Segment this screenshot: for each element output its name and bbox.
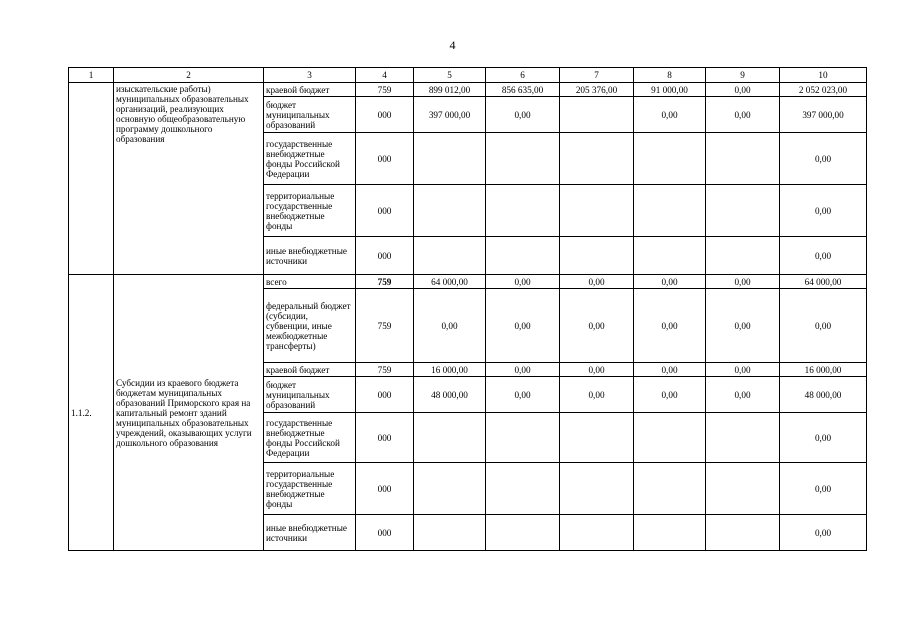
- value-cell: [560, 463, 634, 515]
- code-cell: 000: [356, 413, 414, 463]
- header-cell: 8: [634, 68, 706, 83]
- total-cell: 64 000,00: [780, 275, 867, 289]
- header-cell: 9: [706, 68, 780, 83]
- total-cell: 48 000,00: [780, 377, 867, 413]
- row-number-cell: 1.1.2.: [69, 275, 114, 551]
- value-cell: [706, 413, 780, 463]
- value-cell: [706, 463, 780, 515]
- row-number-cell: [69, 83, 114, 275]
- value-cell: 0,00: [486, 275, 560, 289]
- header-cell: 7: [560, 68, 634, 83]
- total-cell: 0,00: [780, 237, 867, 275]
- value-cell: [486, 185, 560, 237]
- code-cell: 759: [356, 363, 414, 377]
- value-cell: [706, 185, 780, 237]
- value-cell: [486, 133, 560, 185]
- value-cell: [560, 515, 634, 551]
- value-cell: [634, 185, 706, 237]
- header-row: [69, 68, 867, 83]
- funding-source: государственные внебюджетные фонды Российской Федерации: [264, 413, 356, 463]
- total-cell: 397 000,00: [780, 97, 867, 133]
- value-cell: 91 000,00: [634, 83, 706, 97]
- value-cell: [634, 413, 706, 463]
- value-cell: [414, 413, 486, 463]
- total-cell: 0,00: [780, 413, 867, 463]
- value-cell: [560, 185, 634, 237]
- value-cell: 48 000,00: [414, 377, 486, 413]
- code-cell: 000: [356, 515, 414, 551]
- value-cell: [414, 237, 486, 275]
- value-cell: 899 012,00: [414, 83, 486, 97]
- measure-description: Субсидии из краевого бюджета бюджетам муниципальных образований Приморского края на капитальный ремонт зданий муниципальных образовательных учреждений, оказывающих услуги дошкольного образования: [114, 275, 264, 551]
- funding-source: государственные внебюджетные фонды Российской Федерации: [264, 133, 356, 185]
- funding-source: краевой бюджет: [264, 363, 356, 377]
- value-cell: [486, 237, 560, 275]
- value-cell: [634, 237, 706, 275]
- header-cell: 1: [69, 68, 114, 83]
- value-cell: 0,00: [706, 97, 780, 133]
- value-cell: [486, 463, 560, 515]
- funding-source: бюджет муниципальных образований: [264, 97, 356, 133]
- value-cell: 0,00: [560, 275, 634, 289]
- value-cell: [486, 413, 560, 463]
- value-cell: 0,00: [634, 289, 706, 363]
- value-cell: 64 000,00: [414, 275, 486, 289]
- code-cell: 000: [356, 133, 414, 185]
- code-cell: 759: [356, 83, 414, 97]
- value-cell: [560, 133, 634, 185]
- funding-source: иные внебюджетные источники: [264, 515, 356, 551]
- value-cell: 0,00: [706, 275, 780, 289]
- value-cell: 0,00: [634, 97, 706, 133]
- code-cell: 000: [356, 97, 414, 133]
- value-cell: 856 635,00: [486, 83, 560, 97]
- funding-source: территориальные государственные внебюджетные фонды: [264, 463, 356, 515]
- header-cell: 10: [780, 68, 867, 83]
- funding-source: бюджет муниципальных образований: [264, 377, 356, 413]
- value-cell: [634, 463, 706, 515]
- code-cell: 000: [356, 377, 414, 413]
- code-cell: 000: [356, 463, 414, 515]
- value-cell: 0,00: [486, 97, 560, 133]
- value-cell: [414, 133, 486, 185]
- value-cell: [634, 515, 706, 551]
- funding-source: всего: [264, 275, 356, 289]
- code-cell: 000: [356, 237, 414, 275]
- funding-source: федеральный бюджет (субсидии, субвенции, иные межбюджетные трансферты): [264, 289, 356, 363]
- header-cell: 6: [486, 68, 560, 83]
- table-row: [69, 275, 867, 289]
- value-cell: 0,00: [414, 289, 486, 363]
- value-cell: 0,00: [634, 363, 706, 377]
- value-cell: [414, 185, 486, 237]
- code-cell: 000: [356, 185, 414, 237]
- value-cell: 0,00: [706, 363, 780, 377]
- value-cell: 0,00: [560, 363, 634, 377]
- value-cell: [706, 133, 780, 185]
- total-cell: 0,00: [780, 133, 867, 185]
- header-cell: 2: [114, 68, 264, 83]
- funding-source: иные внебюджетные источники: [264, 237, 356, 275]
- total-cell: 2 052 023,00: [780, 83, 867, 97]
- value-cell: 397 000,00: [414, 97, 486, 133]
- value-cell: [706, 237, 780, 275]
- value-cell: 0,00: [560, 289, 634, 363]
- value-cell: 0,00: [560, 377, 634, 413]
- value-cell: [560, 413, 634, 463]
- total-cell: 0,00: [780, 515, 867, 551]
- value-cell: [634, 133, 706, 185]
- header-cell: 3: [264, 68, 356, 83]
- total-cell: 0,00: [780, 289, 867, 363]
- code-cell: 759: [356, 289, 414, 363]
- measure-description: изыскательские работы) муниципальных образовательных организаций, реализующих основную общеобразовательную программу дошкольного образования: [114, 83, 264, 275]
- header-cell: 4: [356, 68, 414, 83]
- value-cell: [706, 515, 780, 551]
- value-cell: [414, 463, 486, 515]
- funding-source: территориальные государственные внебюджетные фонды: [264, 185, 356, 237]
- total-cell: 16 000,00: [780, 363, 867, 377]
- value-cell: [560, 97, 634, 133]
- value-cell: [414, 515, 486, 551]
- value-cell: [486, 515, 560, 551]
- table-row: [69, 83, 867, 97]
- funding-source: краевой бюджет: [264, 83, 356, 97]
- header-cell: 5: [414, 68, 486, 83]
- page-number: 4: [449, 38, 456, 52]
- budget-table: [68, 67, 867, 551]
- value-cell: 0,00: [486, 363, 560, 377]
- value-cell: 0,00: [706, 289, 780, 363]
- value-cell: 0,00: [486, 377, 560, 413]
- value-cell: [560, 237, 634, 275]
- value-cell: 0,00: [706, 377, 780, 413]
- code-cell: 759: [356, 275, 414, 289]
- value-cell: 0,00: [634, 275, 706, 289]
- value-cell: 0,00: [634, 377, 706, 413]
- value-cell: 0,00: [706, 83, 780, 97]
- value-cell: 205 376,00: [560, 83, 634, 97]
- total-cell: 0,00: [780, 185, 867, 237]
- value-cell: 0,00: [486, 289, 560, 363]
- total-cell: 0,00: [780, 463, 867, 515]
- value-cell: 16 000,00: [414, 363, 486, 377]
